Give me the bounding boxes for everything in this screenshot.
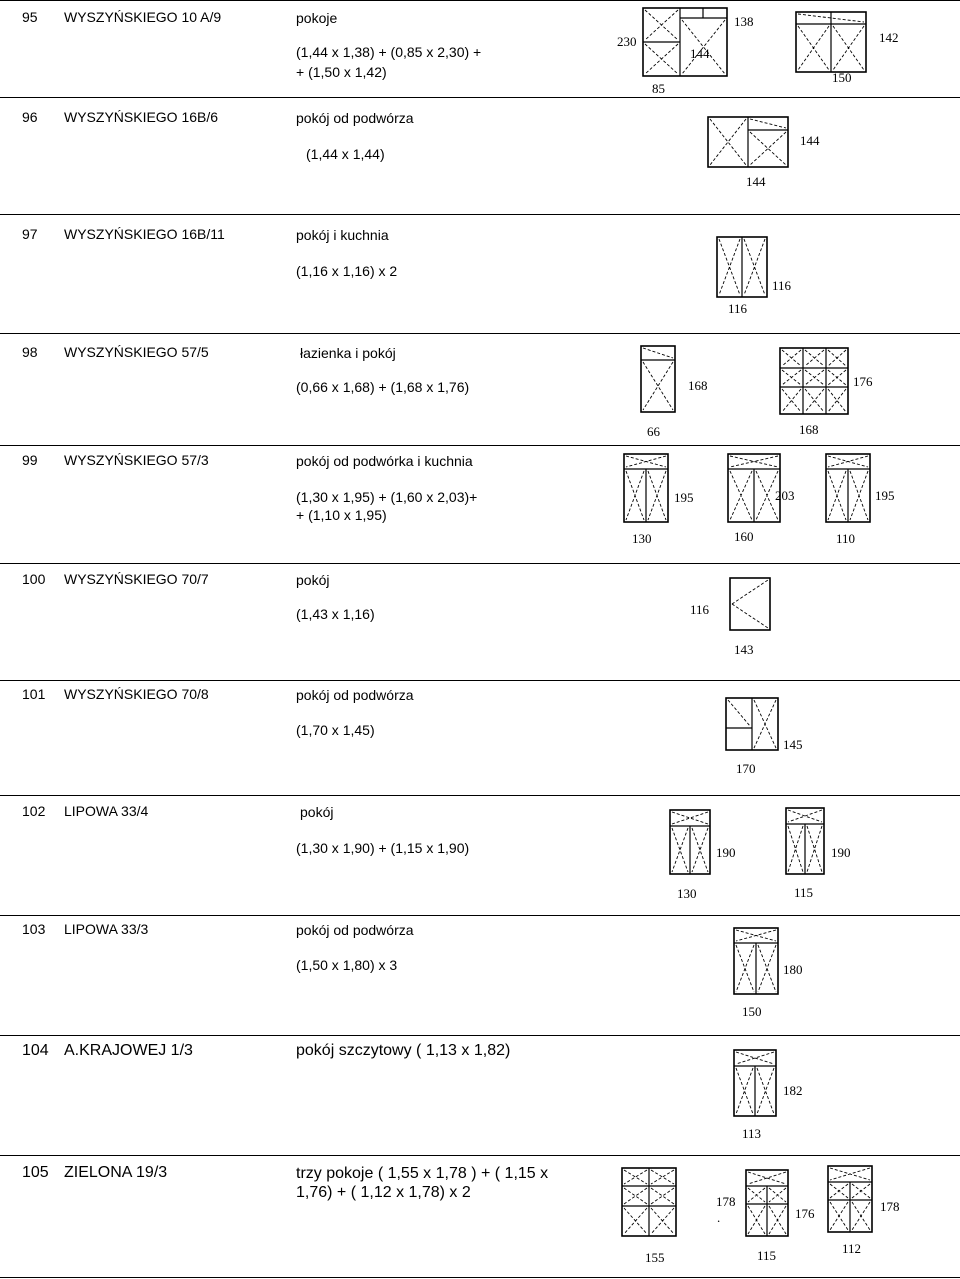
dimension-label: 230	[617, 34, 637, 49]
dimensions: (1,44 x 1,44)	[306, 146, 385, 162]
dimension-label: 178	[716, 1194, 736, 1209]
dimension-label: 176	[795, 1206, 815, 1221]
window-diagram	[734, 928, 778, 994]
room-description: pokoje	[296, 10, 338, 26]
row-number: 104	[22, 1042, 49, 1059]
room-description: pokój szczytowy ( 1,13 x 1,82)	[296, 1042, 511, 1059]
dimension-label: 85	[652, 81, 665, 96]
dimension-label: 195	[674, 490, 694, 505]
row-number: 101	[22, 686, 46, 702]
room-description: pokój	[300, 804, 334, 820]
window-diagram	[717, 237, 767, 297]
row-number: 99	[22, 452, 38, 468]
window-diagram	[622, 1168, 676, 1236]
row-number: 96	[22, 109, 38, 125]
dimension-label: 190	[831, 845, 851, 860]
dimensions-continued: + (1,50 x 1,42)	[296, 64, 387, 80]
dimension-label: 178	[880, 1199, 900, 1214]
window-diagram	[796, 12, 866, 72]
window-diagram	[643, 8, 727, 76]
dimension-label: 144	[746, 174, 766, 189]
address: WYSZYŃSKIEGO 57/5	[64, 344, 209, 360]
address: WYSZYŃSKIEGO 16B/6	[64, 109, 219, 125]
dimension-label: 150	[742, 1004, 762, 1019]
window-diagram	[730, 578, 770, 630]
room-description: pokój	[296, 572, 330, 588]
dimension-label: 112	[842, 1241, 862, 1256]
dimension-label: 142	[879, 30, 899, 45]
dimensions: (1,30 x 1,90) + (1,15 x 1,90)	[296, 840, 470, 856]
room-description: pokój od podwórza	[296, 110, 414, 126]
room-description: pokój od podwórka i kuchnia	[296, 453, 473, 469]
address: WYSZYŃSKIEGO 10 A/9	[64, 9, 222, 25]
dimension-label: 116	[690, 602, 710, 617]
dimension-label: 144	[800, 133, 820, 148]
dimension-label: 138	[734, 14, 754, 29]
dimension-label: 180	[783, 962, 803, 977]
row-number: 98	[22, 344, 38, 360]
dimension-label: 110	[836, 531, 856, 546]
window-diagram	[708, 117, 788, 167]
room-description: trzy pokoje ( 1,55 x 1,78 ) + ( 1,15 x	[296, 1165, 549, 1182]
window-diagram	[746, 1170, 788, 1236]
dimensions: (1,30 x 1,95) + (1,60 x 2,03)+	[296, 489, 478, 505]
dimension-label: 66	[647, 424, 660, 439]
row-number: 103	[22, 921, 46, 937]
dimension-label: 168	[799, 422, 819, 437]
address: WYSZYŃSKIEGO 16B/11	[64, 226, 225, 242]
dimension-label: 195	[875, 488, 895, 503]
dimension-label: 168	[688, 378, 708, 393]
address: WYSZYŃSKIEGO 70/7	[64, 571, 209, 587]
room-description: pokój od podwórza	[296, 922, 414, 938]
window-diagram	[641, 346, 675, 412]
dimension-label: 182	[783, 1083, 803, 1098]
room-description: łazienka i pokój	[300, 345, 396, 361]
window-diagram	[828, 1166, 872, 1232]
row-number: 105	[22, 1164, 49, 1181]
address: WYSZYŃSKIEGO 70/8	[64, 686, 209, 702]
dimension-label: 113	[742, 1126, 762, 1141]
address: LIPOWA 33/4	[64, 803, 149, 819]
address: ZIELONA 19/3	[64, 1164, 168, 1181]
dimensions: (1,44 x 1,38) + (0,85 x 2,30) +	[296, 44, 482, 60]
dimension-label: 190	[716, 845, 736, 860]
window-diagram	[826, 454, 870, 522]
window-diagram	[786, 808, 824, 874]
dimensions: (1,43 x 1,16)	[296, 606, 375, 622]
window-diagram	[780, 348, 848, 414]
window-diagram	[726, 698, 778, 750]
row-number: 102	[22, 803, 46, 819]
dimension-label: 203	[775, 488, 795, 503]
row-number: 97	[22, 226, 38, 242]
room-description-continued: 1,76) + ( 1,12 x 1,78) x 2	[296, 1184, 471, 1201]
window-diagram	[670, 810, 710, 874]
window-diagram	[624, 454, 668, 522]
window-diagram	[734, 1050, 776, 1116]
room-description: pokój od podwórza	[296, 687, 414, 703]
dimensions: (1,70 x 1,45)	[296, 722, 375, 738]
dimensions: (0,66 x 1,68) + (1,68 x 1,76)	[296, 379, 470, 395]
dimension-label: 155	[645, 1250, 665, 1265]
address: WYSZYŃSKIEGO 57/3	[64, 452, 209, 468]
dimension-label: 144	[690, 46, 710, 61]
address: A.KRAJOWEJ 1/3	[64, 1042, 193, 1059]
address: LIPOWA 33/3	[64, 921, 149, 937]
dimension-label: 150	[832, 70, 852, 85]
dimension-label: 170	[736, 761, 756, 776]
dimensions: (1,50 x 1,80) x 3	[296, 957, 398, 973]
window-diagram	[728, 454, 780, 522]
dimension-label: 116	[728, 301, 748, 316]
room-description: pokój i kuchnia	[296, 227, 389, 243]
dimensions-continued: + (1,10 x 1,95)	[296, 507, 387, 523]
dimension-label: 160	[734, 529, 754, 544]
dimension-label: 115	[794, 885, 814, 900]
row-number: 95	[22, 9, 38, 25]
row-number: 100	[22, 571, 46, 587]
dimension-label: 130	[677, 886, 697, 901]
dimension-label: 116	[772, 278, 792, 293]
dimension-label: 130	[632, 531, 652, 546]
dimensions: (1,16 x 1,16) x 2	[296, 263, 398, 279]
dimension-label: 115	[757, 1248, 777, 1263]
dimension-label: 145	[783, 737, 803, 752]
dimension-label: 176	[853, 374, 873, 389]
dimension-label: 143	[734, 642, 754, 657]
dimension-label: .	[717, 1210, 721, 1225]
